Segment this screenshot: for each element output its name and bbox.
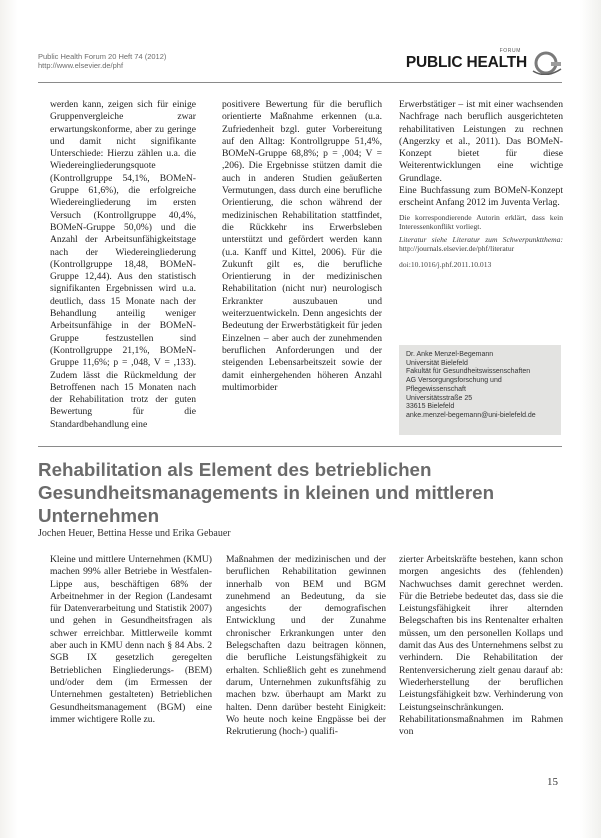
- address-line: Universitätsstraße 25: [406, 394, 473, 402]
- body-paragraph: Maßnahmen der medizinischen und der beruflichen Rehabilitation gewinnen innerhalb von BEM und BGM zunehmend an Bedeutung, da sie angesichts der demografischen Entwicklung und der Zunahme chronischer Erkrankungen unter den Belegschaften dazu beitragen können, die berufliche Leistungsfähigkeit zu erhalten. Schließlich geht es zunehmend darum, Unternehmen zukunftsfähig zu machen bzw. überhaupt am Markt zu halten. Denn darüber besteht Einigkeit: Wo heute noch keine Engpässe bei der Rekrutierung (hoch-) qualifi-: [226, 554, 386, 738]
- bottom-column-2: [226, 554, 386, 782]
- article-title: [38, 458, 562, 527]
- top-column-1: [50, 99, 196, 439]
- brand-forum-label: FORUM: [499, 48, 521, 54]
- header-rule: [38, 82, 562, 83]
- journal-url: http://www.elsevier.de/phf: [38, 61, 124, 70]
- literature-reference: [399, 235, 563, 254]
- section-rule: [38, 446, 562, 447]
- body-paragraph: zierter Arbeitskräfte bestehen, kann schon morgen angesichts des (fehlenden) Nachwuchses damit gerechnet werden. Für die Betriebe bedeutet das, dass sie die Leistungsfähigkeit ihrer alternden Belegschaften bis ins Rentenalter erhalten müssen, um den personellen Kollaps und damit das Aus des Unternehmens selbst zu verhindern. Die Rehabilitation der Rentenversicherung zielt genau darauf ab: Wiederherstellung der beruflichen Leistungsfähigkeit bzw. Verhinderung von Leistungseinschränkungen. Rehabilitationsmaßnahmen im Rahmen von: [399, 554, 563, 738]
- author-email[interactable]: anke.menzel-begemann@uni-bielefeld.de: [406, 411, 536, 419]
- address-line: Universität Bielefeld: [406, 359, 468, 367]
- top-column-3: [399, 99, 563, 270]
- book-note: Eine Buchfassung zum BOMeN-Konzept erscheint Anfang 2012 im Juventa Verlag.: [399, 185, 563, 209]
- title-line: Rehabilitation als Element des betrieblichen: [38, 459, 432, 480]
- author-address-box: [399, 345, 561, 435]
- author-name: Dr. Anke Menzel-Begemann: [406, 351, 494, 358]
- public-health-logo-icon: [531, 49, 565, 75]
- literature-label: Literatur siehe Literatur zum Schwerpunktthema:: [399, 234, 563, 244]
- bottom-column-3: [399, 554, 563, 782]
- address-line: Fakultät für Gesundheitswissenschaften: [406, 368, 531, 376]
- address-line: AG Versorgungsforschung und: [406, 377, 502, 385]
- journal-brand: [395, 48, 565, 76]
- address-line: 33615 Bielefeld: [406, 403, 455, 411]
- title-line: Unternehmen: [38, 505, 160, 526]
- body-paragraph: positivere Bewertung für die beruflich orientierte Maßnahme erkennen (u.a. Zufriedenheit bzgl. guter Vorbereitung auf den Alltag: Kontrollgruppe 51,4%, BOMeN-Gruppe 68,8%; p = ,004; V = ,206). Die Ergebnisse stützen damit die auch in anderen Studien geäußerten Vermutungen, dass durch eine berufliche Orientierung, die schon während der medizinischen Rehabilitation stattfindet, die Rückkehr ins Erwerbsleben unterstützt und gefördert werden kann (u.a. Kanff und Kittel, 2006). Für die Zukunft gilt es, die berufliche Orientierung in der medizinischen Rehabilitation (nicht nur) neurologisch Erkrankter auszubauen und weiterzuentwickeln. Denn angesichts der Bedeutung der Erwerbstätigkeit für jeden Einzelnen – aber auch der zunehmenden beruflichen Anforderungen und der steigenden Lebensarbeitszeit sowie der damit einhergehenden höheren Anzahl multimorbider: [222, 99, 382, 393]
- page-number: 15: [547, 776, 558, 788]
- title-line: Gesundheitsmanagements in kleinen und mittleren: [38, 482, 495, 503]
- doi[interactable]: doi:10.1016/j.phf.2011.10.013: [399, 260, 492, 270]
- brand-name: PUBLIC HEALTH: [405, 54, 527, 71]
- body-paragraph: Kleine und mittlere Unternehmen (KMU) machen 99% aller Betriebe in Westfalen-Lippe aus, beschäftigen 68% der Arbeitnehmer in der Region (Landesamt für Datenverarbeitung und Statistik 2007) und gehen in Gesundheitsfragen als schwer erreichbar. Mittlerweile kommt aber auch in KMU denn nach § 84 Abs. 2 SGB IX gesetzlich geregelten Betrieblichen Eingliederungs- (BEM) und/oder dem (im Ermessen der Unternehmen gestalteten) Betrieblichen Gesundheitsmanagement (BGM) eine immer wichtigere Rolle zu.: [50, 554, 212, 725]
- top-column-2: [222, 99, 382, 439]
- bottom-column-1: [50, 554, 212, 782]
- address-line: Pflegewissenschaft: [406, 385, 466, 393]
- journal-citation: Public Health Forum 20 Heft 74 (2012): [38, 52, 167, 61]
- article-authors: Jochen Heuer, Bettina Hesse und Erika Gebauer: [38, 528, 231, 539]
- conflict-of-interest-note: Die korrespondierende Autorin erklärt, dass kein Interessenkonflikt vorliegt.: [399, 212, 563, 232]
- body-paragraph: Erwerbstätiger – ist mit einer wachsenden Nachfrage nach beruflich ausgerichteten rehabilitativen Leistungen zu rechnen (Angerzky et al., 2011). Das BOMeN-Konzept bietet für diese Weiterentwicklungen eine wichtige Grundlage.: [399, 99, 563, 184]
- journal-meta: [38, 52, 166, 70]
- literature-url[interactable]: http://journals.elsevier.de/phf/literatur: [399, 244, 515, 254]
- body-paragraph: werden kann, zeigen sich für einige Gruppenvergleiche zwar erwartungskonforme, aber zu geringe und damit nicht signifikante Unterschiede: Hierzu zählen u.a. die Wiedereingliederungsquote (Kontrollgruppe 54,1%, BOMeN-Gruppe 61,6%), die erfolgreiche Wiedereingliederung im ersten Versuch (Kontrollgruppe 40,4%, BOMeN-Gruppe 50,0%) und die Anzahl der Arbeitsunfähigkeitstage nach der Wiedereingliederung (Kontrollgruppe 18,48, BOMeN-Gruppe 12,44). Aus den statistisch signifikanten Ergebnissen wird u.a. deutlich, dass 15 Monate nach der Behandlung anteilig weniger Arbeitsunfähige in der BOMeN-Gruppe festzustellen sind (Kontrollgruppe 21,1%, BOMeN-Gruppe 11,6%; p = ,048, V = ,133). Zudem lässt die Rückmeldung der Betroffenen nach 15 Monaten nach der Rehabilitation trotz der guten Bewertung für die Standardbehandlung eine: [50, 99, 196, 430]
